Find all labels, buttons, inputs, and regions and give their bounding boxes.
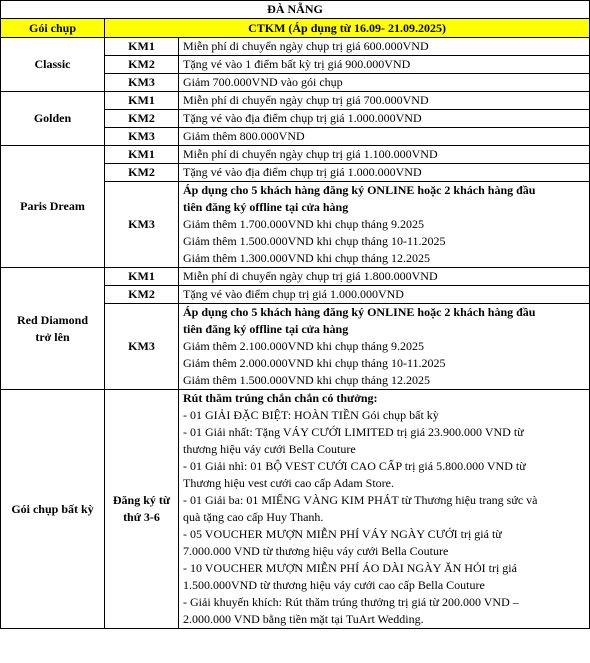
km-code: KM2 [105, 56, 179, 74]
km-discount-line: Giảm thêm 1.500.000VND khi chụp tháng 12.2025 [183, 373, 430, 387]
km-condition-line: tiên đăng ký offline tại cửa hàng [183, 200, 349, 214]
km-description: Tặng vé vào 1 điểm bất kỳ trị giá 900.000VND [179, 56, 590, 74]
km-discount-line: Giảm thêm 1.500.000VND khi chụp tháng 10-11.2025 [183, 234, 446, 248]
km-description [179, 304, 590, 390]
prize-line: quà tặng cao cấp Huy Thanh. [183, 510, 324, 524]
package-classic: Classic [1, 38, 105, 92]
table-title: ĐÀ NẴNG [1, 1, 590, 19]
package-red-diamond [1, 268, 105, 390]
lucky-draw-heading: Rút thăm trúng chắn chắn có thưởng: [183, 391, 378, 405]
package-name-line: trở lên [35, 329, 70, 344]
package-paris-dream: Paris Dream [1, 146, 105, 268]
package-name-line: Red Diamond [16, 312, 88, 327]
prize-line: - 01 Giải ba: 01 MIẾNG VÀNG KIM PHÁT từ Thương hiệu trang sức và [183, 493, 538, 507]
km-code: KM3 [105, 128, 179, 146]
header-package: Gói chụp [1, 19, 105, 38]
km-code: KM2 [105, 286, 179, 304]
km-description: Miễn phí di chuyển ngày chụp trị giá 1.100.000VND [179, 146, 590, 164]
package-golden: Golden [1, 92, 105, 146]
table-row [1, 38, 590, 56]
prize-line: - 01 Giải nhất: Tặng VÁY CƯỚI LIMITED trị giá 23.900.000 VND từ [183, 425, 524, 439]
km-discount-line: Giảm thêm 1.300.000VND khi chụp tháng 12.2025 [183, 251, 430, 265]
km-description: Giảm 700.000VND vào gói chụp [179, 74, 590, 92]
km-discount-line: Giảm thêm 2.000.000VND khi chụp tháng 10-11.2025 [183, 356, 446, 370]
km-code: KM3 [105, 182, 179, 268]
km-code: KM2 [105, 110, 179, 128]
prize-line: 7.000.000 VND từ thương hiệu váy cưới Bella Couture [183, 544, 449, 558]
prize-line: - 05 VOUCHER MƯỢN MIỄN PHÍ VÁY NGÀY CƯỚI trị giá từ [183, 527, 502, 541]
km-condition-line: Áp dụng cho 5 khách hàng đăng ký ONLINE hoặc 2 khách hàng đầu [183, 305, 536, 319]
km-code: KM3 [105, 304, 179, 390]
km-description: Miễn phí di chuyển ngày chụp trị giá 1.800.000VND [179, 268, 590, 286]
prize-line: 2.000.000 VND bằng tiền mặt tại TuArt Wedding. [183, 612, 424, 626]
km-condition [105, 390, 179, 629]
km-condition-line: Đăng ký từ [112, 493, 171, 507]
km-description: Miễn phí di chuyển ngày chụp trị giá 700.000VND [179, 92, 590, 110]
header-row [1, 19, 590, 38]
km-condition-line: thứ 3-6 [123, 510, 160, 524]
table-row [1, 92, 590, 110]
prize-line: - 01 Giải nhì: 01 BỘ VEST CƯỚI CAO CẤP trị giá 5.800.000 VND từ [183, 459, 526, 473]
km-description [179, 182, 590, 268]
header-promotion: CTKM (Áp dụng từ 16.09- 21.09.2025) [105, 19, 590, 38]
km-code: KM1 [105, 92, 179, 110]
title-row [1, 1, 590, 19]
km-code: KM2 [105, 164, 179, 182]
km-condition-line: Áp dụng cho 5 khách hàng đăng ký ONLINE hoặc 2 khách hàng đầu [183, 183, 536, 197]
prize-line: 1.500.000VND từ thương hiệu váy cưới cao cấp Bella Couture [183, 578, 485, 592]
km-description: Tặng vé vào điểm chụp trị giá 1.000.000VND [179, 286, 590, 304]
km-condition-line: tiên đăng ký offline tại cửa hàng [183, 322, 349, 336]
prize-line: thương hiệu váy cưới Bella Couture [183, 442, 356, 456]
km-code: KM1 [105, 146, 179, 164]
prize-line: - 10 VOUCHER MƯỢN MIỄN PHÍ ÁO DÀI NGÀY ĂN HỎI trị giá [183, 561, 517, 575]
package-any: Gói chụp bất kỳ [1, 390, 105, 629]
table-row [1, 268, 590, 286]
km-description: Tặng vé vào địa điểm chụp trị giá 1.000.000VND [179, 110, 590, 128]
lucky-draw-description [179, 390, 590, 629]
km-description: Tặng vé vào địa điểm chụp trị giá 1.000.000VND [179, 164, 590, 182]
km-description: Giảm thêm 800.000VND [179, 128, 590, 146]
km-code: KM3 [105, 74, 179, 92]
table-row [1, 146, 590, 164]
km-discount-line: Giảm thêm 2.100.000VND khi chụp tháng 9.2025 [183, 339, 424, 353]
km-discount-line: Giảm thêm 1.700.000VND khi chụp tháng 9.2025 [183, 217, 424, 231]
km-code: KM1 [105, 268, 179, 286]
km-description: Miễn phí di chuyển ngày chụp trị giá 600.000VND [179, 38, 590, 56]
prize-line: Thương hiệu vest cưới cao cấp Adam Store. [183, 476, 394, 490]
prize-line: - 01 GIẢI ĐẶC BIỆT: HOÀN TIỀN Gói chụp bất kỳ [183, 408, 439, 422]
prize-line: - Giải khuyến khích: Rút thăm trúng thưởng trị giá từ 200.000 VND – [183, 595, 519, 609]
km-code: KM1 [105, 38, 179, 56]
table-row [1, 390, 590, 629]
